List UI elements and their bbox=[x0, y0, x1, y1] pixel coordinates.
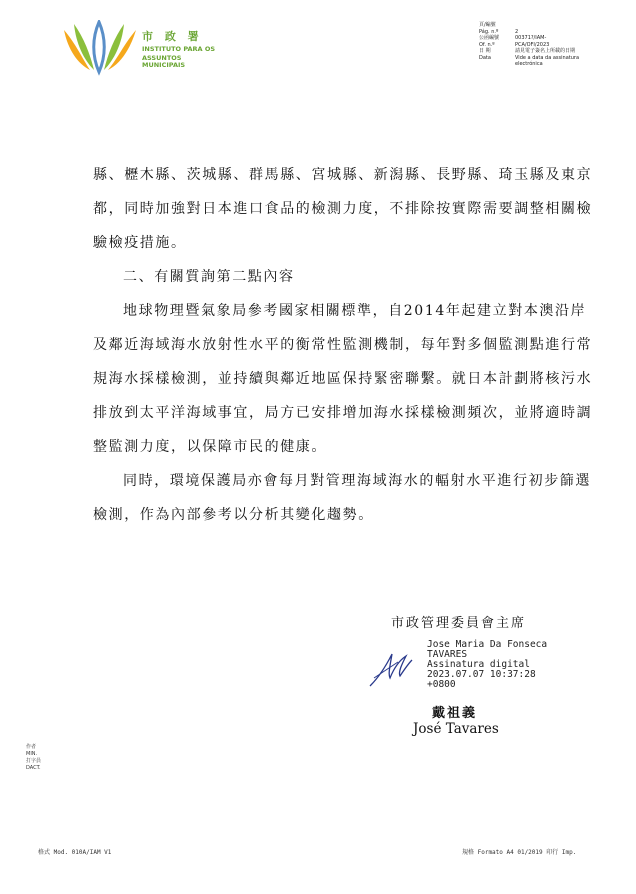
digital-signature-block bbox=[427, 640, 547, 690]
digital-signature-line: +0800 bbox=[427, 679, 456, 690]
handwritten-signature-icon bbox=[368, 648, 416, 690]
letter-body bbox=[93, 158, 593, 532]
signatory-name-portuguese: José Tavares bbox=[413, 721, 499, 737]
reference-box bbox=[479, 22, 595, 68]
ref-row: Of. n.º PCA/OFI/2023 bbox=[479, 41, 550, 48]
digital-signature-line: Jose Maria Da Fonseca bbox=[427, 639, 548, 650]
digital-signature-line: 2023.07.07 10:37:28 bbox=[427, 669, 536, 680]
ref-row: Data Vide a data da assinatura electrónica bbox=[479, 54, 580, 67]
ref-row: 公函編號 00371?/IAM- bbox=[479, 35, 547, 41]
footer-format: 規格 Formato A4 01/2019 印行 Imp. bbox=[462, 849, 577, 856]
digital-signature-line: Assinatura digital bbox=[427, 659, 530, 670]
digital-signature-line: TAVARES bbox=[427, 649, 468, 660]
signatory-name-chinese: 戴祖義 bbox=[432, 706, 478, 721]
paragraph-1: 縣、櫪木縣、茨城縣、群馬縣、宮城縣、新潟縣、長野縣、琦玉縣及東京都，同時加強對日本進口食品的檢測力度，不排除按實際需要調整相關檢驗檢疫措施。 bbox=[93, 167, 593, 251]
signatory-title: 市政管理委員會主席 bbox=[391, 616, 527, 631]
iam-logo bbox=[62, 20, 222, 80]
logo-chinese-name: 市 政 署 bbox=[142, 30, 203, 43]
iam-emblem-icon bbox=[62, 20, 140, 76]
logo-portuguese-name-line2: ASSUNTOS MUNICIPAIS bbox=[142, 54, 186, 69]
logo-portuguese-name-line1: INSTITUTO PARA OS bbox=[142, 45, 216, 53]
paragraph-3: 同時，環境保護局亦會每月對管理海域海水的輻射水平進行初步篩選檢測，作為內部參考以分析其變化趨勢。 bbox=[93, 473, 591, 523]
ref-row: 日 期 請見電子簽名上所載的日期 bbox=[479, 48, 576, 54]
author-block: 作者 MIN. 打字員 DACT. bbox=[26, 744, 42, 771]
section-heading-2: 二、有關質詢第二點內容 bbox=[123, 269, 295, 285]
ref-row: 頁/編號 bbox=[479, 22, 496, 28]
footer-form-code: 格式 Mod. 010A/IAM V1 bbox=[38, 849, 112, 856]
ref-row: Pág. n.º 2 bbox=[479, 28, 519, 35]
paragraph-2: 地球物理暨氣象局參考國家相關標準，自2014年起建立對本澳沿岸及鄰近海域海水放射性水平的衡常性監測機制，每年對多個監測點進行常規海水採樣檢測，並持續與鄰近地區保持緊密聯繫。就日本計劃將核污水排放到太平洋海域事宜，局方已安排增加海水採樣檢測頻次，並將適時調整監測力度，以保障市民的健康。 bbox=[93, 303, 593, 455]
